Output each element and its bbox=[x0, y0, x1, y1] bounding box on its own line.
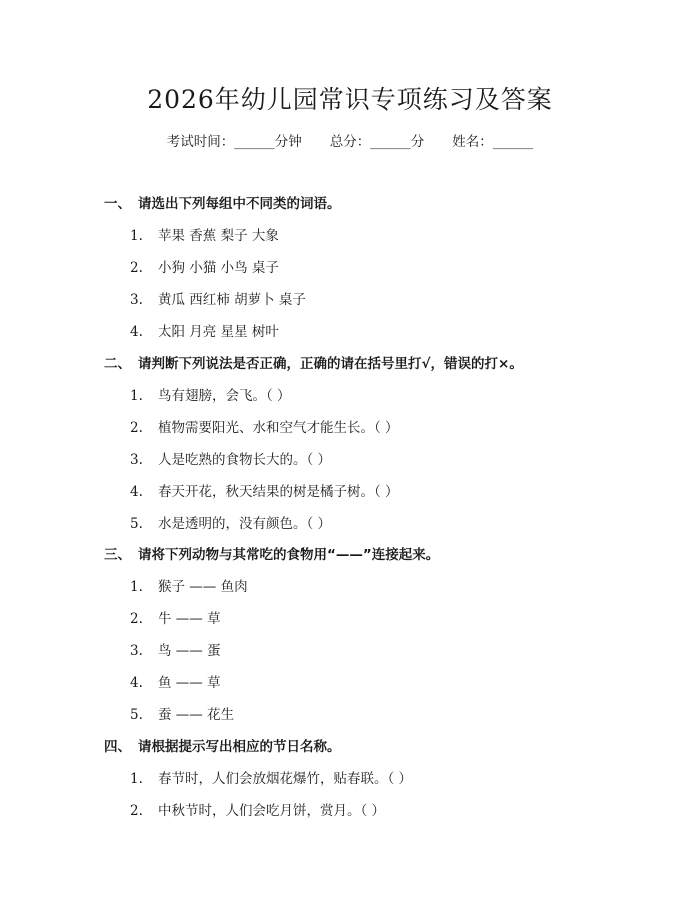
section-4-heading bbox=[104, 735, 341, 755]
item-text: 小狗 小猫 小鸟 桌子 bbox=[158, 260, 279, 276]
item-number: 2. bbox=[130, 611, 143, 627]
item-number: 5. bbox=[130, 707, 143, 723]
item-number: 3. bbox=[130, 643, 143, 659]
item-number: 3. bbox=[130, 292, 143, 308]
student-name-label: 姓名：______ bbox=[452, 134, 534, 150]
item-number: 4. bbox=[130, 675, 143, 691]
exam-meta bbox=[0, 130, 700, 150]
list-item bbox=[130, 480, 399, 500]
section-1-heading bbox=[104, 192, 341, 212]
list-item bbox=[130, 607, 221, 627]
item-number: 2. bbox=[130, 260, 143, 276]
item-text: 鸟 —— 蛋 bbox=[158, 643, 221, 659]
list-item bbox=[130, 639, 221, 659]
list-item bbox=[130, 767, 412, 787]
item-text: 植物需要阳光、水和空气才能生长。（ ） bbox=[158, 420, 399, 436]
item-text: 春天开花，秋天结果的树是橘子树。（ ） bbox=[158, 484, 399, 500]
list-item bbox=[130, 671, 221, 691]
item-number: 1. bbox=[130, 228, 143, 244]
list-item bbox=[130, 448, 331, 468]
section-2-heading bbox=[104, 352, 523, 372]
item-text: 牛 —— 草 bbox=[158, 611, 221, 627]
section-instruction: 请选出下列每组中不同类的词语。 bbox=[138, 196, 341, 212]
item-number: 1. bbox=[130, 579, 143, 595]
section-number: 二、 bbox=[104, 356, 131, 372]
item-text: 水是透明的，没有颜色。（ ） bbox=[158, 516, 332, 532]
item-number: 4. bbox=[130, 324, 143, 340]
list-item bbox=[130, 288, 306, 308]
exam-time-label: 考试时间：______分钟 bbox=[166, 134, 302, 150]
list-item bbox=[130, 224, 279, 244]
item-text: 黄瓜 西红柿 胡萝卜 桌子 bbox=[158, 292, 306, 308]
item-number: 2. bbox=[130, 420, 143, 436]
list-item bbox=[130, 256, 279, 276]
item-number: 1. bbox=[130, 388, 143, 404]
item-text: 鱼 —— 草 bbox=[158, 675, 221, 691]
list-item bbox=[130, 320, 279, 340]
list-item bbox=[130, 416, 399, 436]
section-instruction: 请根据提示写出相应的节日名称。 bbox=[138, 739, 341, 755]
item-text: 太阳 月亮 星星 树叶 bbox=[158, 324, 279, 340]
section-3-heading bbox=[104, 543, 439, 563]
item-text: 春节时，人们会放烟花爆竹，贴春联。（ ） bbox=[158, 771, 413, 787]
list-item bbox=[130, 799, 385, 819]
section-instruction: 请将下列动物与其常吃的食物用“——”连接起来。 bbox=[138, 547, 440, 563]
section-number: 三、 bbox=[104, 547, 131, 563]
document-title: 2026年幼儿园常识专项练习及答案 bbox=[147, 85, 553, 114]
item-text: 中秋节时，人们会吃月饼，赏月。（ ） bbox=[158, 803, 386, 819]
item-text: 鸟有翅膀，会飞。（ ） bbox=[158, 388, 291, 404]
list-item bbox=[130, 512, 331, 532]
section-number: 一、 bbox=[104, 196, 131, 212]
list-item bbox=[130, 384, 291, 404]
total-score-label: 总分：______分 bbox=[329, 134, 425, 150]
item-text: 苹果 香蕉 梨子 大象 bbox=[158, 228, 279, 244]
item-number: 1. bbox=[130, 771, 143, 787]
item-text: 猴子 —— 鱼肉 bbox=[158, 579, 248, 595]
section-number: 四、 bbox=[104, 739, 131, 755]
item-text: 蚕 —— 花生 bbox=[158, 707, 235, 723]
item-number: 5. bbox=[130, 516, 143, 532]
list-item bbox=[130, 575, 248, 595]
item-number: 3. bbox=[130, 452, 143, 468]
item-number: 4. bbox=[130, 484, 143, 500]
item-number: 2. bbox=[130, 803, 143, 819]
item-text: 人是吃熟的食物长大的。（ ） bbox=[158, 452, 332, 468]
list-item bbox=[130, 703, 234, 723]
section-instruction: 请判断下列说法是否正确，正确的请在括号里打√，错误的打×。 bbox=[138, 356, 523, 372]
